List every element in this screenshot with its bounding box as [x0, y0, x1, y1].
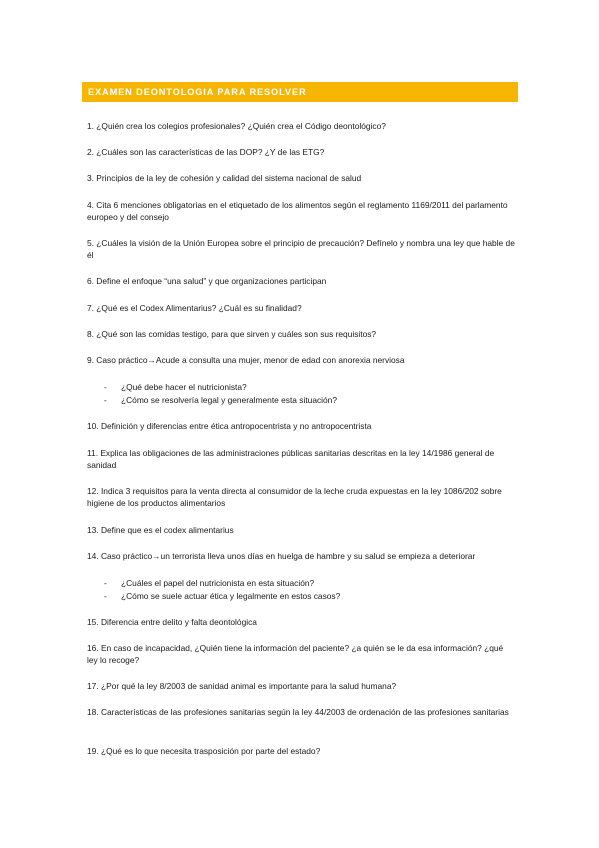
question-15: 15. Diferencia entre delito y falta deontológica — [87, 617, 257, 627]
question-3: 3. Principios de la ley de cohesión y calidad del sistema nacional de salud — [87, 173, 362, 183]
q14-sub-item — [104, 577, 514, 590]
bullet-dash: - — [104, 578, 107, 588]
question-7: 7. ¿Qué es el Codex Alimentarius? ¿Cuál es su finalidad? — [87, 303, 302, 313]
question-18: 18. Características de las profesiones sanitarias según la ley 44/2003 de ordenación de las profesiones sanitarias — [87, 707, 509, 717]
question-5: 5. ¿Cuáles la visión de la Unión Europea sobre el principio de precaución? Defínelo y nombra una ley que hable de él — [87, 238, 515, 260]
q14-sub-text: ¿Cómo se suele actuar ética y legalmente en estos casos? — [121, 591, 341, 601]
question-9: 9. Caso práctico→Acude a consulta una mujer, menor de edad con anorexia nerviosa — [87, 355, 405, 365]
q14-sub-item — [104, 590, 514, 603]
question-11: 11. Explica las obligaciones de las administraciones públicas sanitarias descritas en la ley 14/1986 general de sanidad — [87, 448, 495, 470]
q9-sub-item — [104, 394, 514, 407]
question-8: 8. ¿Qué son las comidas testigo, para que sirven y cuáles son sus requisitos? — [87, 329, 377, 339]
bullet-dash: - — [104, 395, 107, 405]
question-10: 10. Definición y diferencias entre ética antropocentrista y no antropocentrista — [87, 421, 372, 431]
question-19: 19. ¿Qué es lo que necesita trasposición por parte del estado? — [87, 746, 321, 756]
bullet-dash: - — [104, 591, 107, 601]
question-6: 6. Define el enfoque “una salud” y que organizaciones participan — [87, 276, 327, 286]
question-14: 14. Caso práctico→un terrorista lleva unos días en huelga de hambre y su salud se empieza a deteriorar — [87, 551, 476, 561]
question-17: 17. ¿Por qué la ley 8/2003 de sanidad animal es importante para la salud humana? — [87, 681, 397, 691]
bullet-dash: - — [104, 382, 107, 392]
question-1: 1. ¿Quién crea los colegios profesionales? ¿Quién crea el Código deontológico? — [87, 121, 386, 131]
exam-title-banner: EXAMEN DEONTOLOGIA PARA RESOLVER — [82, 82, 518, 102]
q9-sub-text: ¿Cómo se resolvería legal y generalmente esta situación? — [121, 395, 337, 405]
q14-sub-text: ¿Cuáles el papel del nutricionista en esta situación? — [121, 578, 315, 588]
question-12: 12. Indica 3 requisitos para la venta directa al consumidor de la leche cruda expuestas en la ley 1086/202 sobre higiene de los productos alimentarios — [87, 486, 502, 508]
question-13: 13. Define que es el codex alimentarius — [87, 525, 234, 535]
question-16: 16. En caso de incapacidad, ¿Quién tiene la información del paciente? ¿a quién se le da esa información? ¿qué ley lo recoge? — [87, 643, 504, 665]
question-4: 4. Cita 6 menciones obligatorias en el etiquetado de los alimentos según el reglamento 1169/2011 del parlamento europeo y del consejo — [87, 200, 508, 222]
q9-sub-item — [104, 381, 514, 394]
q9-sub-text: ¿Qué debe hacer el nutricionista? — [121, 382, 247, 392]
question-2: 2. ¿Cuáles son las características de las DOP? ¿Y de las ETG? — [87, 147, 325, 157]
